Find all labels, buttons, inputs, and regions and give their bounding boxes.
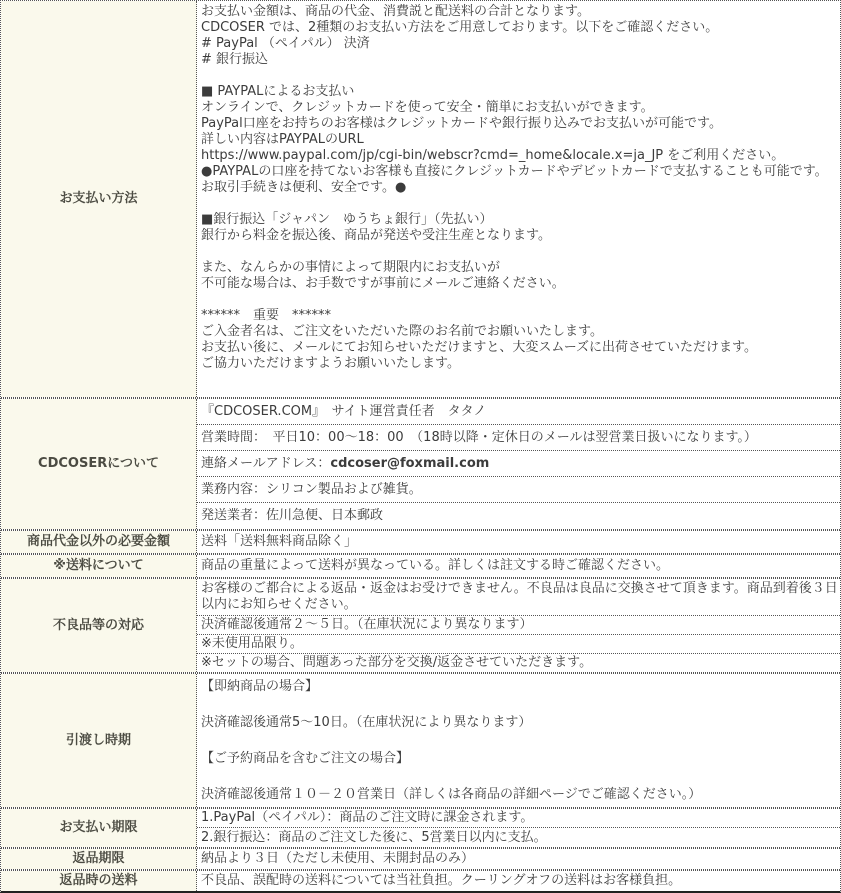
text-line: ■ PAYPALによるお支払い xyxy=(201,84,355,99)
row-return-deadline xyxy=(1,848,840,870)
row-label-text: お支払い期限 xyxy=(59,820,138,835)
text-line: お支払い金額は、商品の代金、消費説と配送料の合計となります。 xyxy=(201,4,590,19)
contact-email-address: cdcoser@foxmail.com xyxy=(330,455,490,471)
row-label-text: 返品時の送料 xyxy=(59,873,138,888)
row-label-return-deadline xyxy=(1,849,197,869)
shipping-carriers-text: 発送業者：佐川急便、日本郵政 xyxy=(201,508,384,523)
row-label-text: 返品期限 xyxy=(72,851,125,866)
text-line: # 銀行振込 xyxy=(201,52,269,67)
row-return-shipping xyxy=(1,870,840,891)
preorder-heading: 【ご予約商品を含むご注文の場合】 xyxy=(201,751,410,766)
exchange-time-text: 決済確認後通常２～５日。（在庫状況により異なります） xyxy=(197,616,840,635)
row-label-payment-deadline xyxy=(1,809,197,847)
text-line: また、なんらかの事情によって期限内にお支払いが xyxy=(201,260,501,275)
text-line: お支払い後に、メールにてお知らせいただけますと、大変スムーズに出荷させていただけます。 xyxy=(201,340,758,355)
row-delivery-time xyxy=(1,673,840,808)
row-shipping-note xyxy=(1,554,840,578)
blank-line xyxy=(201,68,838,84)
extra-fees-text: 送料「送料無料商品除く」 xyxy=(201,534,358,549)
row-label-text: お支払い方法 xyxy=(59,191,138,206)
return-policy-text: お客様のご都合による返品・返金はお受けできません。不良品は良品に交換させて頂きます。商品到着後３日以内にお知らせください。 xyxy=(197,579,840,616)
text-line: ■銀行振込「ジャパン ゆうちょ銀行」（先払い） xyxy=(201,212,493,227)
site-operator-text: 『CDCOSER.COM』 サイト運営責任者 タタノ xyxy=(197,399,840,425)
row-label-payment-method xyxy=(1,1,197,397)
paypal-deadline-text: 1.PayPal（ペイパル）：商品のご注文時に課金されます。 xyxy=(197,809,840,828)
blank-line xyxy=(201,196,838,212)
contact-email-label: 連絡メールアドレス： xyxy=(201,455,331,471)
blank-line xyxy=(201,244,838,260)
text-line: PayPal口座をお持ちのお客様はクレジットカードや銀行振り込みでお支払いが可能です。 xyxy=(201,116,722,131)
row-label-text: 引渡し時期 xyxy=(65,732,131,748)
row-label-text: CDCOSERについて xyxy=(38,456,159,471)
about-cdcoser-content xyxy=(197,399,840,529)
extra-fees-content xyxy=(197,531,840,553)
payment-deadline-content xyxy=(197,809,840,847)
row-label-delivery-time xyxy=(1,674,197,807)
text-line: # PayPal （ペイパル） 決済 xyxy=(201,36,370,51)
text-line: ご入金者名は、ご注文をいただいた際のお名前でお願いいたします。 xyxy=(201,324,603,339)
row-payment-method xyxy=(1,1,840,398)
unused-only-text: ※未使用品限り。 xyxy=(197,635,840,654)
row-label-text: ※送料について xyxy=(53,558,144,573)
payment-method-lines xyxy=(197,1,840,375)
text-line: オンラインで、クレジットカードを使って安全・簡単にお支払いができます。 xyxy=(201,100,654,115)
text-line: 銀行から料金を振込後、商品が発送や受注生産となります。 xyxy=(201,228,551,243)
row-about-cdcoser xyxy=(1,398,840,530)
in-stock-heading: 【即納商品の場合】 xyxy=(201,679,319,694)
blank-line xyxy=(201,292,838,308)
contact-email-row xyxy=(197,451,840,477)
text-line: CDCOSER では、2種類のお支払い方法をご用意しております。以下をご確認ください。 xyxy=(201,20,719,35)
row-defective-items xyxy=(1,578,840,673)
text-line: ご協力いただけますようお願いいたします。 xyxy=(201,356,460,371)
in-stock-delivery-text: 決済確認後通常5～10日。（在庫状況により異なります） xyxy=(201,715,532,730)
shipping-note-text: 商品の重量によって送料が異なっている。詳しくは註文する時ご確認ください。 xyxy=(201,558,670,573)
row-label-defective-items xyxy=(1,579,197,672)
business-description-text: 業務内容：シリコン製品および雑貨。 xyxy=(197,477,840,503)
text-line: 不可能な場合は、お手数ですが事前にメールご連絡ください。 xyxy=(201,276,565,291)
row-label-text: 商品代金以外の必要金額 xyxy=(26,534,170,549)
row-label-return-shipping xyxy=(1,871,197,891)
return-shipping-content xyxy=(197,871,840,891)
text-line: 詳しい内容はPAYPALのURL xyxy=(201,132,364,147)
return-deadline-content xyxy=(197,849,840,869)
defective-items-content xyxy=(197,579,840,672)
text-line: お取引手続きは便利、安全です。● xyxy=(201,180,407,195)
row-payment-deadline xyxy=(1,808,840,848)
delivery-time-lines xyxy=(197,674,840,807)
set-items-text: ※セットの場合、問題あった部分を交換/返金させていただきます。 xyxy=(201,655,593,670)
bank-transfer-deadline-text: 2.銀行振込：商品のご注文した後に、5営業日以内に支払。 xyxy=(201,829,547,845)
row-label-about-cdcoser xyxy=(1,399,197,529)
business-hours-text: 営業時間： 平日10：00～18：00 （18時以降・定休日のメールは翌営業日扱いになります。） xyxy=(197,425,840,451)
blank-line xyxy=(201,732,838,750)
row-label-text: 不良品等の対応 xyxy=(52,617,144,633)
paypal-url-text: https://www.paypal.com/jp/cgi-bin/webscr?cmd=_home&locale.x=ja_JP をご利用ください。 xyxy=(201,148,785,163)
preorder-delivery-text: 決済確認後通常１０－２０営業日（詳しくは各商品の詳細ページでご確認ください。） xyxy=(201,787,702,802)
important-note-heading: ****** 重要 ****** xyxy=(201,308,332,323)
row-label-shipping-note xyxy=(1,555,197,577)
payment-method-content xyxy=(197,1,840,397)
text-line: ●PAYPALの口座を持てないお客様も直接にクレジットカードやデビットカードで支払することも可能です。 xyxy=(201,164,828,179)
blank-line xyxy=(201,768,838,786)
delivery-time-content xyxy=(197,674,840,807)
row-label-extra-fees xyxy=(1,531,197,553)
blank-line xyxy=(201,696,838,714)
shipping-note-content xyxy=(197,555,840,577)
return-deadline-text: 納品より３日（ただし未使用、未開封品のみ） xyxy=(201,851,475,866)
return-shipping-text: 不良品、誤配時の送料については当社負担。クーリングオフの送料はお客様負担。 xyxy=(201,873,682,888)
row-extra-fees xyxy=(1,530,840,554)
